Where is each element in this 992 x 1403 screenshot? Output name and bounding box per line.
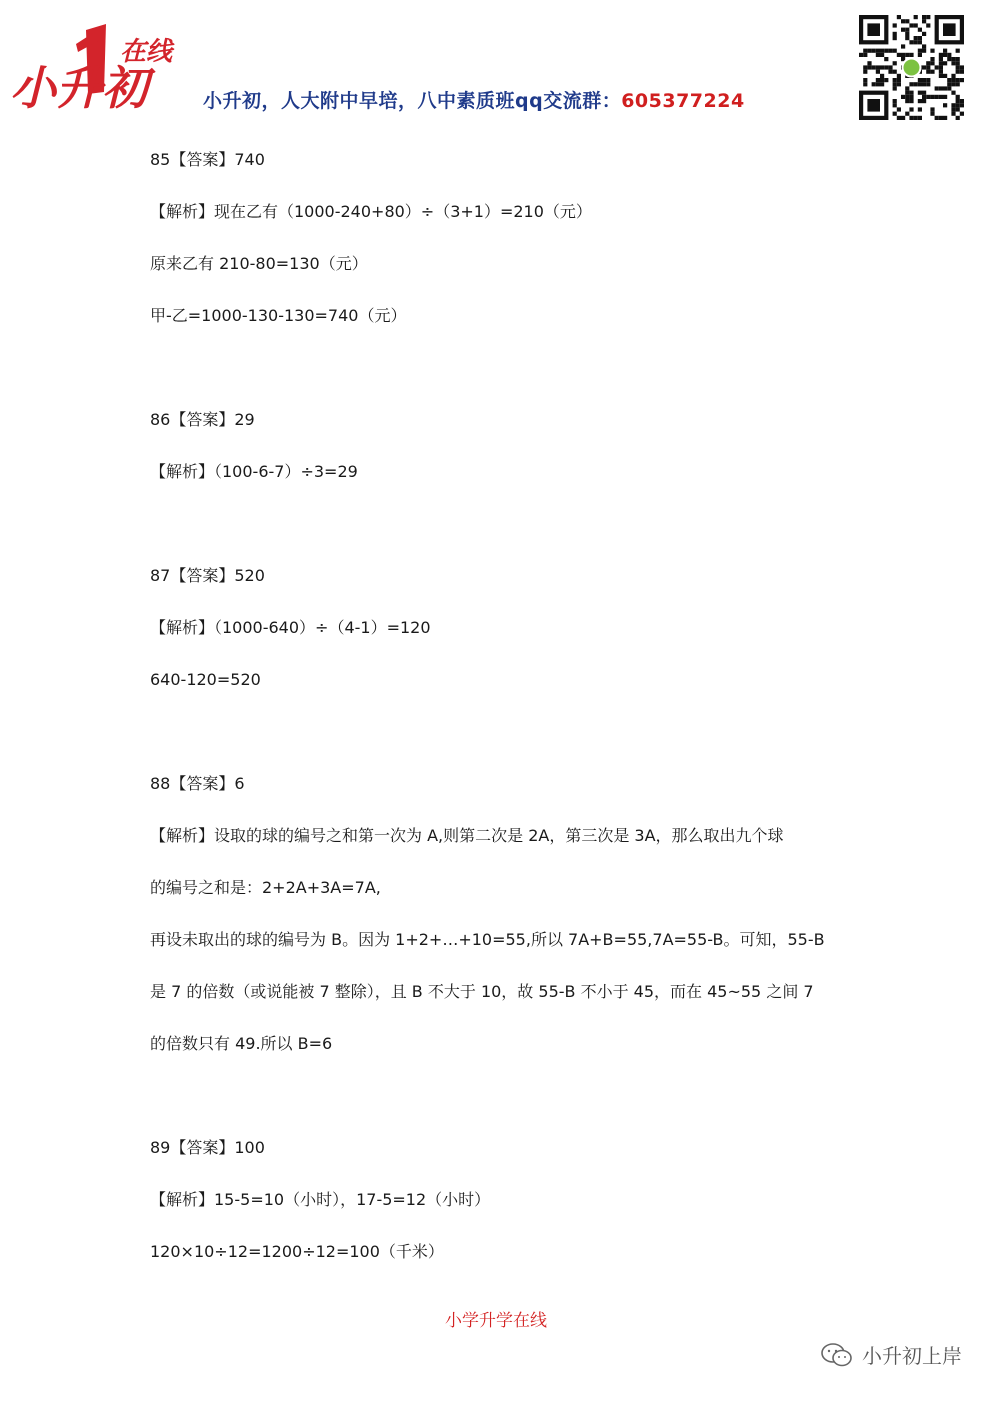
block-spacer bbox=[150, 342, 850, 394]
wechat-icon bbox=[820, 1342, 854, 1368]
solution-line: 的编号之和是：2+2A+3A=7A, bbox=[150, 878, 381, 897]
problem-block bbox=[150, 394, 850, 498]
brand-logo bbox=[8, 22, 178, 117]
solution-line: 640-120=520 bbox=[150, 670, 261, 689]
solution-line: 【解析】（1000-640）÷（4-1）=120 bbox=[150, 618, 431, 637]
answer-content bbox=[150, 134, 850, 1278]
footer-site-name: 小学升学在线 bbox=[445, 1311, 547, 1331]
block-spacer bbox=[150, 1070, 850, 1122]
solution-line: 【解析】15-5=10（小时），17-5=12（小时） bbox=[150, 1190, 491, 1209]
page-header bbox=[0, 0, 992, 135]
qq-group-number: 605377224 bbox=[621, 90, 745, 112]
tagline-text: 小升初，人大附中早培，八中素质班qq交流群： bbox=[203, 90, 622, 112]
svg-text:小升初: 小升初 bbox=[10, 61, 148, 115]
problem-block bbox=[150, 1122, 850, 1278]
qr-code-icon bbox=[857, 11, 967, 126]
solution-line: 120×10÷12=1200÷12=100（千米） bbox=[150, 1242, 444, 1261]
solution-line: 是 7 的倍数（或说能被 7 整除），且 B 不大于 10，故 55-B 不小于 45，而在 45~55 之间 7 bbox=[150, 982, 814, 1001]
block-spacer bbox=[150, 706, 850, 758]
answer-line: 87【答案】520 bbox=[150, 566, 265, 585]
svg-text:在线: 在线 bbox=[120, 37, 173, 67]
solution-line: 甲-乙=1000-130-130=740（元） bbox=[150, 306, 407, 325]
answer-line: 89【答案】100 bbox=[150, 1138, 265, 1157]
block-spacer bbox=[150, 498, 850, 550]
solution-line: 【解析】设取的球的编号之和第一次为 A,则第二次是 2A，第三次是 3A，那么取出九个球 bbox=[150, 826, 784, 845]
solution-line: 【解析】（100-6-7）÷3=29 bbox=[150, 462, 358, 481]
answer-line: 86【答案】29 bbox=[150, 410, 255, 429]
solution-line: 再设未取出的球的编号为 B。因为 1+2+…+10=55,所以 7A+B=55,7A=55-B。可知，55-B bbox=[150, 930, 825, 949]
answer-line: 85【答案】740 bbox=[150, 150, 265, 169]
wechat-watermark bbox=[820, 1340, 962, 1369]
header-tagline bbox=[203, 86, 745, 113]
answer-line: 88【答案】6 bbox=[150, 774, 245, 793]
solution-line: 的倍数只有 49.所以 B=6 bbox=[150, 1034, 333, 1053]
watermark-text: 小升初上岸 bbox=[862, 1344, 962, 1368]
solution-line: 【解析】现在乙有（1000-240+80）÷（3+1）=210（元） bbox=[150, 202, 592, 221]
problem-block bbox=[150, 550, 850, 706]
solution-line: 原来乙有 210-80=130（元） bbox=[150, 254, 368, 273]
problem-block bbox=[150, 134, 850, 342]
problem-block bbox=[150, 758, 850, 1070]
